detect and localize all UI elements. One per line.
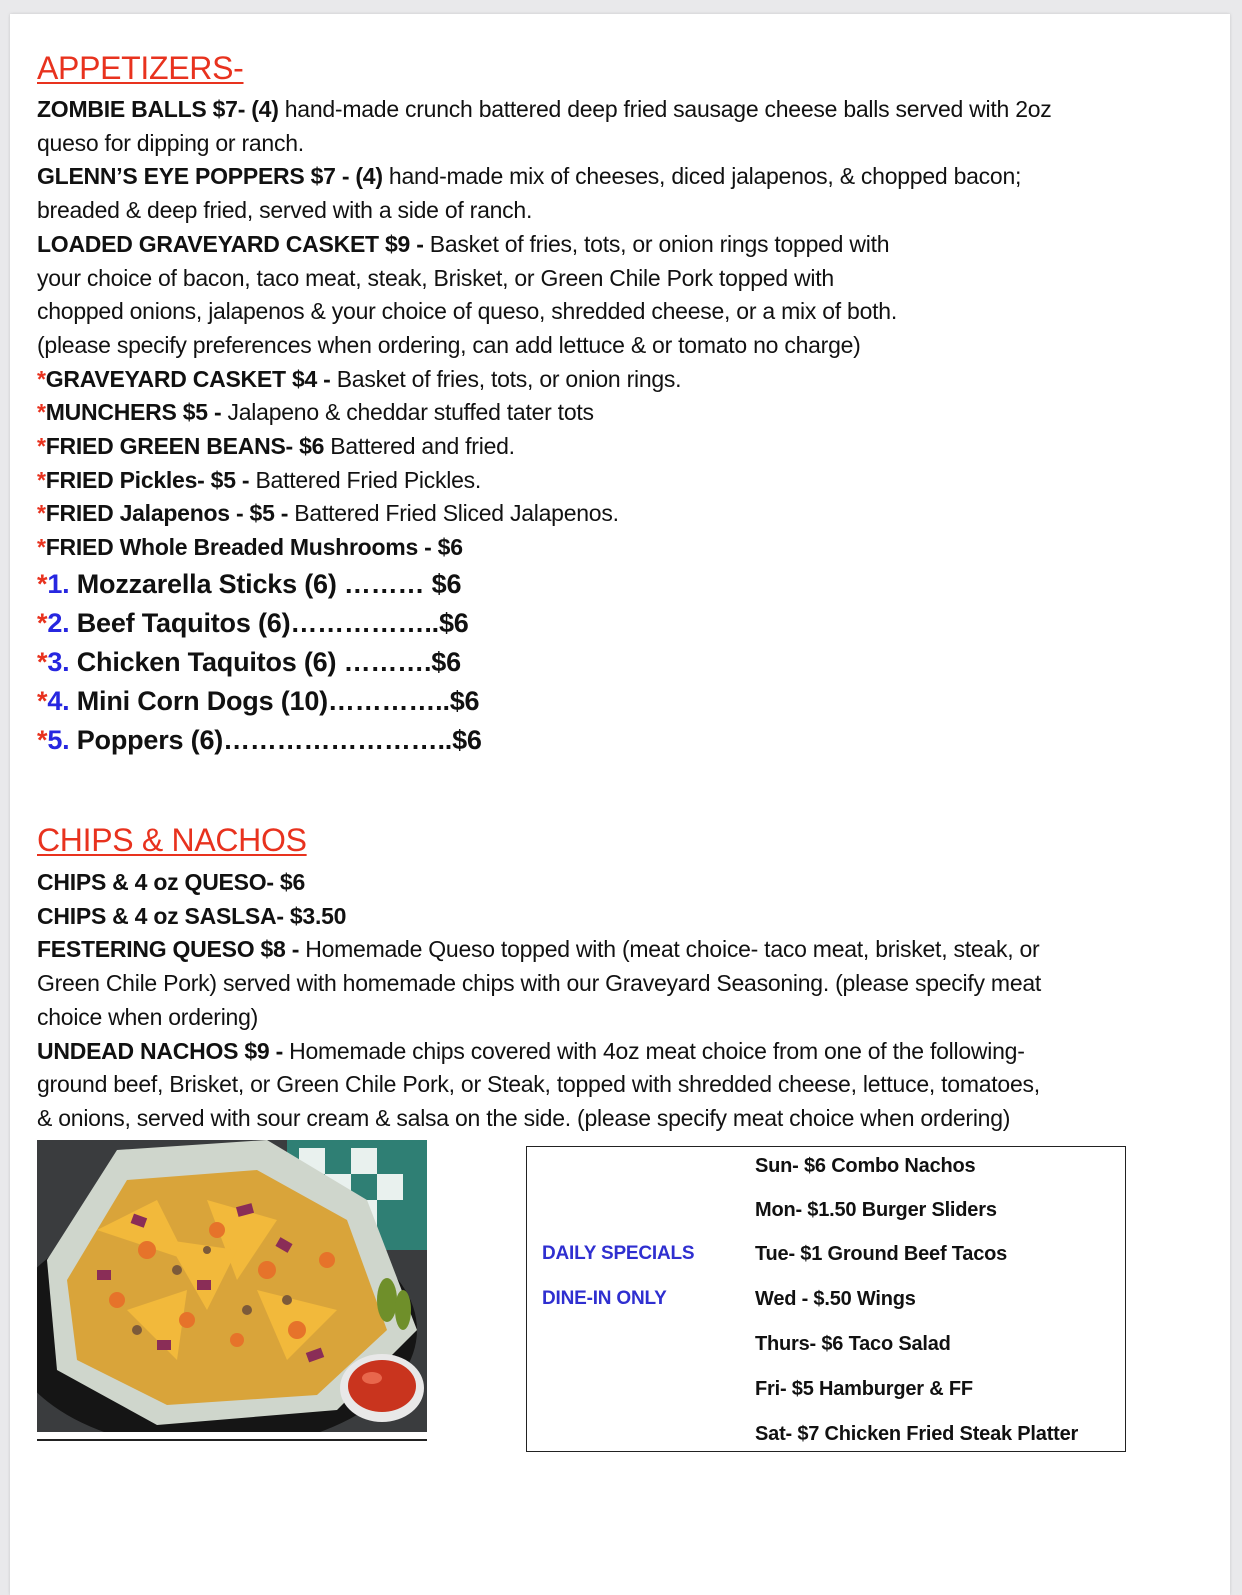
menu-page (10, 14, 1230, 1595)
daily-specials-label: DAILY SPECIALS (542, 1243, 695, 1264)
numbered-appetizer: *2. Beef Taquitos (6)……………..$6 (37, 607, 469, 638)
special-thursday: Thurs- $6 Taco Salad (755, 1333, 951, 1355)
starred-appetizer: *FRIED GREEN BEANS- $6 Battered and fried. (37, 433, 515, 460)
appetizers-list (37, 93, 1217, 760)
starred-appetizer: *MUNCHERS $5 - Jalapeno & cheddar stuffed tater tots (37, 399, 594, 426)
appetizer-line: ZOMBIE BALLS $7- (4) hand-made crunch battered deep fried sausage cheese balls served with 2oz (37, 96, 1052, 122)
numbered-appetizer: *1. Mozzarella Sticks (6) ……… $6 (37, 568, 462, 599)
appetizer-line: your choice of bacon, taco meat, steak, Brisket, or Green Chile Pork topped with (37, 264, 834, 291)
appetizer-line: LOADED GRAVEYARD CASKET $9 - Basket of fries, tots, or onion rings topped with (37, 230, 890, 257)
chips-line: Green Chile Pork) served with homemade chips with our Graveyard Seasoning. (please specify meat (37, 970, 1042, 997)
photo-underline (37, 1439, 427, 1441)
numbered-appetizer: *3. Chicken Taquitos (6) ……….$6 (37, 646, 461, 677)
appetizer-line: chopped onions, jalapenos & your choice of queso, shredded cheese, or a mix of both. (37, 298, 897, 325)
starred-appetizer: *FRIED Jalapenos - $5 - Battered Fried Sliced Jalapenos. (37, 500, 619, 527)
appetizer-line: queso for dipping or ranch. (37, 129, 304, 156)
appetizer-line: (please specify preferences when ordering, can add lettuce & or tomato no charge) (37, 331, 861, 358)
starred-appetizer: *FRIED Whole Breaded Mushrooms - $6 (37, 534, 463, 561)
appetizers-heading: APPETIZERS- (37, 50, 244, 86)
dine-in-only-label: DINE-IN ONLY (542, 1288, 667, 1309)
chips-line: ground beef, Brisket, or Green Chile Pork, or Steak, topped with shredded cheese, lettuce, tomatoes, (37, 1071, 1040, 1098)
chips-line: choice when ordering) (37, 1003, 259, 1030)
chips-line: CHIPS & 4 oz SASLSA- $3.50 (37, 902, 347, 929)
special-sunday: Sun- $6 Combo Nachos (755, 1155, 976, 1177)
special-friday: Fri- $5 Hamburger & FF (755, 1378, 973, 1400)
chips-nachos-list (37, 866, 1217, 1136)
numbered-appetizer: *5. Poppers (6)……………………..$6 (37, 724, 482, 755)
special-monday: Mon- $1.50 Burger Sliders (755, 1199, 997, 1221)
nachos-photo (37, 1140, 427, 1432)
appetizer-line: GLENN’S EYE POPPERS $7 - (4) hand-made mix of cheeses, diced jalapenos, & chopped bacon; (37, 163, 1022, 190)
appetizer-line: breaded & deep fried, served with a side of ranch. (37, 197, 533, 224)
daily-specials-box (526, 1146, 1126, 1452)
special-tuesday: Tue- $1 Ground Beef Tacos (755, 1243, 1008, 1265)
chips-line: CHIPS & 4 oz QUESO- $6 (37, 869, 306, 895)
special-wednesday: Wed - $.50 Wings (755, 1288, 916, 1310)
chips-line: FESTERING QUESO $8 - Homemade Queso topped with (meat choice- taco meat, brisket, steak, or (37, 936, 1040, 963)
chips-line: UNDEAD NACHOS $9 - Homemade chips covered with 4oz meat choice from one of the following- (37, 1037, 1025, 1064)
nachos-illustration (37, 1140, 427, 1432)
numbered-appetizer: *4. Mini Corn Dogs (10)…………..$6 (37, 685, 480, 716)
special-saturday: Sat- $7 Chicken Fried Steak Platter (755, 1423, 1079, 1445)
starred-appetizer: *GRAVEYARD CASKET $4 - Basket of fries, tots, or onion rings. (37, 365, 682, 392)
starred-appetizer: *FRIED Pickles- $5 - Battered Fried Pickles. (37, 466, 482, 493)
chips-line: & onions, served with sour cream & salsa on the side. (please specify meat choice when ordering) (37, 1104, 1011, 1131)
chips-nachos-heading: CHIPS & NACHOS (37, 822, 307, 858)
